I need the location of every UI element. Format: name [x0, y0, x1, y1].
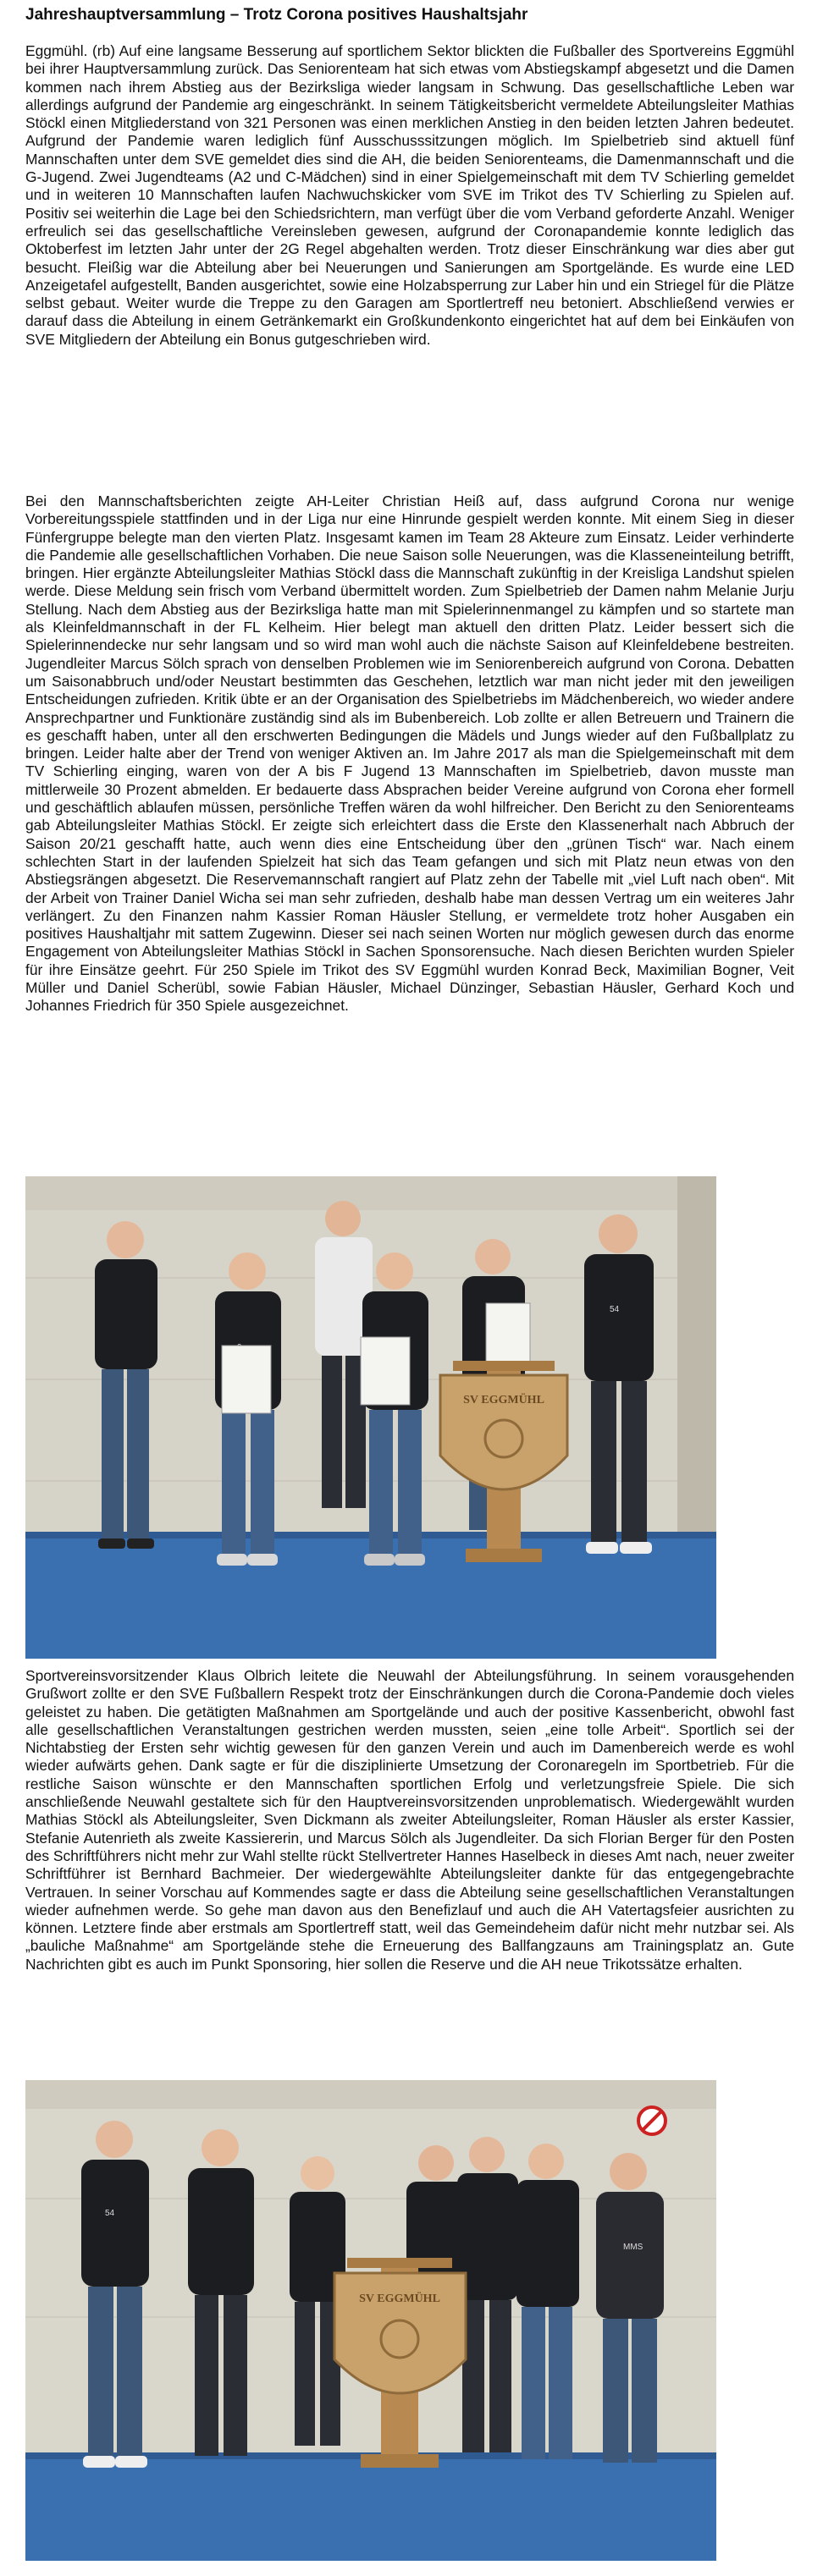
photo-honored-players — [25, 1176, 716, 1659]
article-paragraph-2: Bei den Mannschaftsberichten zeigte AH-Leiter Christian Heiß auf, dass aufgrund Corona nur wenige Vorbereitungsspiele stattfinden und in der Liga nur eine Hinrunde gespielt werden konnte. Mit einem Sieg in dieser Fünfergruppe belegte man den vierten Platz. Insgesamt kamen im Team 28 Akteure zum Einsatz. Leider verhinderte die Pandemie alle gesellschaftlichen Vorhaben. Die neue Saison solle Neuerungen, was die Klasseneinteilung betrifft, bringen. Hier ergänzte Abteilungsleiter Mathias Stöckl dass die Mannschaft zukünftig in der Kreisliga Landshut spielen werde. Diese Meldung sein frisch vom Verband übermittelt worden. Zum Spielbetrieb der Damen nahm Melanie Jurju Stellung. Nach dem Abstieg aus der Bezirksliga hatte man mit Spielerinnenmangel zu kämpfen und so startete man als Kleinfeldmannschaft in der FL Kelheim. Hier belegt man aktuell den dritten Platz. Leider bessert sich die Spielerinnendecke nur sehr langsam und so wird man wohl auch die nächste Saison auf Kleinfeldebene bestreiten. Jugendleiter Marcus Sölch sprach von denselben Problemen wie im Seniorenbereich aufgrund von Corona. Debatten um Saisonabbruch und/oder Neustart bestimmten das Geschehen, letztlich war man nicht jeder mit den jeweiligen Entscheidungen zufrieden. Kritik übte er an der Organisation des Spielbetriebs im Mädchenbereich, wo wieder andere Ansprechpartner und Funktionäre zuständig sind als im Bubenbereich. Lob zollte er allen Betreuern und Trainern die es geschafft haben, unter all den erschwerten Bedingungen die Mädels und Jungs wieder auf den Fußballplatz zu bringen. Leider halte aber der Trend von weniger Aktiven an. Im Jahre 2017 als man die Spielgemeinschaft mit dem TV Schierling einging, waren von der A bis F Jugend 13 Mannschaften im Spielbetrieb, davon musste man mittlerweile 30 Prozent abmelden. Er bedauerte dass Absprachen beider Vereine aufgrund von Corona eher formell und geschäftlich ablaufen müssen, persönliche Treffen wären da wohl hilfreicher. Den Bericht zu den Seniorenteams gab Abteilungsleiter Mathias Stöckl. Er zeigte sich erleichtert dass die Erste den Klassenerhalt nach Abbruch der Saison 20/21 geschafft hatte, auch wenn dies eine Entscheidung über den „grünen Tisch“ war. Nach einem schlechten Start in der laufenden Spielzeit hat sich das Team gefangen und sich mit Platz neun etwas von den Abstiegsrängen abgesetzt. Die Reservemannschaft rangiert auf Platz zehn der Tabelle mit „viel Luft nach oben“. Mit der Arbeit von Trainer Daniel Wicha sei man sehr zufrieden, deshalb habe man dessen Vertrag um ein weiteres Jahr verlängert. Zu den Finanzen nahm Kassier Roman Häusler Stellung, er vermeldete trotz hoher Ausgaben ein positives Haushaltjahr mit sattem Zugewinn. Dieser sei nach seinen Worten nur möglich gewesen durch das enorme Engagement von Abteilungsleiter Mathias Stöckl in Sachen Sponsorensuche. Nach diesen Berichten wurden Spieler für ihre Einsätze geehrt. Für 250 Spiele im Trikot des SV Eggmühl wurden Konrad Beck, Maximilian Bogner, Veit Müller und Daniel Scherübl, sowie Fabian Häusler, Michael Dünzinger, Sebastian Häusler, Gerhard Koch und Johannes Friedrich für 350 Spiele ausgezeichnet. — [25, 493, 794, 1015]
article-paragraph-3: Sportvereinsvorsitzender Klaus Olbrich leitete die Neuwahl der Abteilungsführung. In seinem vorausgehenden Grußwort zollte er den SVE Fußballern Respekt trotz der Einschränkungen durch die Corona-Pandemie doch vieles geleistet zu haben. Die getätigten Maßnahmen am Sportgelände und auch der positive Kassenbericht, obwohl fast alle gesellschaftlichen Veranstaltungen gestrichen werden mussten, seien „eine tolle Arbeit“. Sportlich sei der Nichtabstieg der Ersten sehr wichtig gewesen für den ganzen Verein und auch im Damenbereich werde es wohl wieder aufwärts gehen. Dank sagte er für die disziplinierte Umsetzung der Coronaregeln im Sportbetrieb. Für die restliche Saison wünschte er den Mannschaften sportlichen Erfolg und verletzungsfreie Spiele. Die sich anschließende Neuwahl gestaltete sich für den Hauptvereinsvorsitzenden unproblematisch. Wiedergewählt wurden Mathias Stöckl als Abteilungsleiter, Sven Dickmann als zweiter Abteilungsleiter, Roman Häusler als erster Kassier, Stefanie Autenrieth als zweite Kassiererin, und Marcus Sölch als Jugendleiter. Da sich Florian Berger für den Posten des Schriftführers nicht mehr zur Wahl stellte rückt Stellvertreter Hannes Haselbeck in dieses Amt nach, neuer zweiter Schriftführer ist Bernhard Bachmeier. Der wiedergewählte Abteilungsleiter dankte für das entgegengebrachte Vertrauen. In seiner Vorschau auf Kommendes sagte er dass die Abteilung seine gesellschaftlichen Veranstaltungen wieder aufnehmen werde. So gehe man davon aus den Benefizlauf und auch die AH Vatertagsfeier ausrichten zu können. Letztere finde aber erstmals am Sportlertreff statt, weil das Gemeindeheim dafür nicht mehr nutzbar sei. Als „bauliche Maßnahme“ am Sportgelände stehe die Erneuerung des Ballfangzauns am Trainingsplatz an. Gute Nachrichten gibt es auch im Punkt Sponsoring, hier sollen die Reserve und die AH neue Trikotssätze erhalten. — [25, 1667, 794, 1973]
photo-new-board — [25, 2080, 716, 2561]
article-paragraph-1: Eggmühl. (rb) Auf eine langsame Besserung auf sportlichem Sektor blickten die Fußballer des Sportvereins Eggmühl bei ihrer Hauptversammlung zurück. Das Seniorenteam hat sich etwas vom Abstiegskampf abgesetzt und die Damen kommen nach ihrem Abstieg aus der Bezirksliga wieder langsam in Schwung. Das gesellschaftliche Leben war allerdings aufgrund der Pandemie arg eingeschränkt. In seinem Tätigkeitsbericht vermeldete Abteilungsleiter Mathias Stöckl einen Mitgliederstand von 321 Personen was einen merklichen Anstieg in den beiden letzten Jahren bedeutet. Aufgrund der Pandemie waren lediglich fünf Ausschusssitzungen möglich. Im Spielbetrieb sind aktuell fünf Mannschaften unter dem SVE gemeldet dies sind die AH, die beiden Seniorenteams, die Damenmannschaft und die G-Jugend. Zwei Jugendteams (A2 und C-Mädchen) sind in einer Spielgemeinschaft mit dem TV Schierling gemeldet und in weiteren 10 Mannschaften laufen Nachwuchskicker vom SVE im Trikot des TV Schierling zu Spielen auf. Positiv sei weiterhin die Lage bei den Schiedsrichtern, man verfügt über die vom Verband geforderte Anzahl. Weniger erfreulich sei das gesellschaftliche Vereinsleben gewesen, aufgrund der Coronapandemie konnte lediglich das Oktoberfest im letzten Jahr unter der 2G Regel abgehalten werden. Trotz dieser Einschränkung war dies aber gut besucht. Fleißig war die Abteilung aber bei Neuerungen und Sanierungen am Sportgelände. Es wurde eine LED Anzeigetafel aufgestellt, Banden ausgerichtet, sowie eine Holzabsperrung zur Laber hin und ein Striegel für die Plätze selbst gebaut. Weiter wurde die Treppe zu den Garagen am Sportlertreff neu betoniert. Abschließend verwies er darauf dass die Abteilung in einem Getränkemarkt ein Großkundenkonto eingerichtet hat auf dem bei Einkäufen von SVE Mitgliedern der Abteilung ein Bonus gutgeschrieben wird. — [25, 42, 794, 348]
jersey-number: MMS — [623, 2243, 643, 2252]
shield-text: SV EGGMÜHL — [359, 2293, 440, 2305]
jersey-number: 54 — [610, 1305, 620, 1314]
jersey-number: 54 — [105, 2209, 115, 2218]
photo-honored-players-illustration — [25, 1176, 716, 1659]
photo-new-board-illustration — [25, 2080, 716, 2561]
shield-text: SV EGGMÜHL — [463, 1394, 544, 1406]
no-smoking-sign-icon — [638, 2107, 666, 2134]
article-title: Jahreshauptversammlung – Trotz Corona positives Haushaltsjahr — [25, 6, 528, 24]
